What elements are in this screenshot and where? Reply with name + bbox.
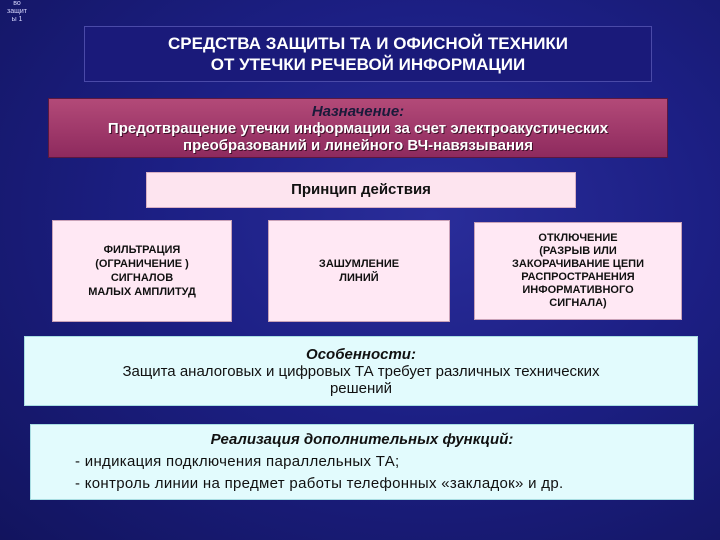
method-line: ИНФОРМАТИВНОГО (522, 284, 634, 296)
method-line: (РАЗРЫВ ИЛИ (539, 245, 617, 257)
method-line: МАЛЫХ АМПЛИТУД (88, 286, 196, 298)
slide-title-line2: ОТ УТЕЧКИ РЕЧЕВОЙ ИНФОРМАЦИИ (210, 55, 526, 74)
method-line: СИГНАЛОВ (110, 272, 174, 284)
principle-label: Принцип действия (291, 181, 431, 198)
corner-note (4, 0, 30, 24)
extra-functions-heading: Реализация дополнительных функций: (210, 431, 514, 448)
corner-note-line: ы 1 (11, 16, 23, 23)
features-box (24, 336, 698, 406)
purpose-heading: Назначение: (311, 102, 405, 120)
features-heading: Особенности: (306, 345, 416, 363)
purpose-box (48, 98, 668, 158)
features-line1: Защита аналоговых и цифровых ТА требует различных технических (122, 362, 600, 380)
method-line: ЗАШУМЛЕНИЕ (318, 258, 400, 270)
purpose-line1: Предотвращение утечки информации за счет электроакустических (107, 119, 609, 137)
method-line: ОТКЛЮЧЕНИЕ (538, 232, 618, 244)
extra-function-item: - контроль линии на предмет работы телефонных «закладок» и др. (75, 475, 564, 492)
method-line: ФИЛЬТРАЦИЯ (103, 244, 181, 256)
method-filtering-box (52, 220, 232, 322)
method-line: ЗАКОРАЧИВАНИЕ ЦЕПИ (512, 258, 644, 270)
slide-title (84, 26, 652, 82)
features-line2: решений (329, 379, 393, 397)
method-noise-box (268, 220, 450, 322)
slide-title-line1: СРЕДСТВА ЗАЩИТЫ ТА И ОФИСНОЙ ТЕХНИКИ (167, 34, 569, 53)
corner-note-line: во (13, 0, 21, 7)
method-line: СИГНАЛА) (549, 297, 607, 309)
corner-note-line: защит (7, 8, 27, 15)
extra-function-item: - индикация подключения параллельных ТА; (75, 453, 400, 470)
principle-box (146, 172, 576, 208)
method-disconnect-box (474, 222, 682, 320)
method-line: РАСПРОСТРАНЕНИЯ (521, 271, 635, 283)
method-line: (ОГРАНИЧЕНИЕ ) (95, 258, 189, 270)
method-line: ЛИНИЙ (339, 272, 379, 284)
extra-functions-box (30, 424, 694, 500)
purpose-line2: преобразований и линейного ВЧ-навязывания (183, 136, 533, 154)
